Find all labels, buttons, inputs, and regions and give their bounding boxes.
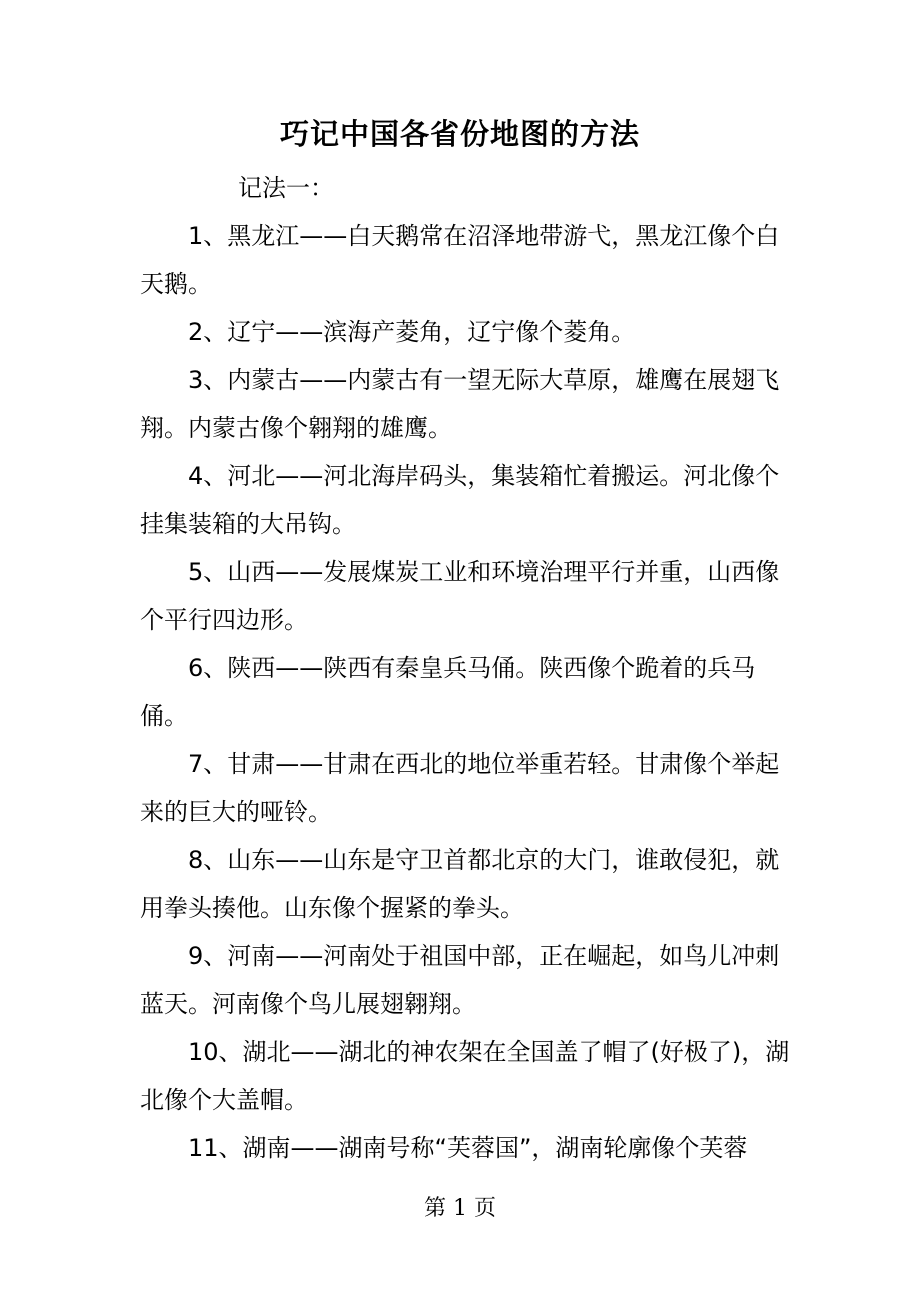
content-list [140, 212, 790, 1172]
page-title: 巧记中国各省份地图的方法 [279, 117, 640, 151]
list-item: 11、湖南——湖南号称“芙蓉国”，湖南轮廓像个芙蓉 [188, 1134, 748, 1162]
list-item: 2、辽宁——滨海产菱角，辽宁像个菱角。 [188, 318, 636, 346]
list-item: 9、河南——河南处于祖国中部，正在崛起，如鸟儿冲刺蓝天。河南像个鸟儿展翅翱翔。 [140, 942, 780, 1018]
page-number: 第 1 页 [424, 1196, 496, 1221]
list-item: 4、河北——河北海岸码头，集装箱忙着搬运。河北像个挂集装箱的大吊钩。 [140, 462, 780, 538]
list-item: 1、黑龙江——白天鹅常在沼泽地带游弋，黑龙江像个白天鹅。 [140, 222, 780, 298]
list-item: 5、山西——发展煤炭工业和环境治理平行并重，山西像个平行四边形。 [140, 558, 780, 634]
list-item: 8、山东——山东是守卫首都北京的大门，谁敢侵犯，就用拳头揍他。山东像个握紧的拳头。 [140, 846, 780, 922]
list-item: 6、陕西——陕西有秦皇兵马俑。陕西像个跪着的兵马俑。 [140, 654, 756, 730]
list-item: 3、内蒙古——内蒙古有一望无际大草原，雄鹰在展翅飞翔。内蒙古像个翱翔的雄鹰。 [140, 366, 780, 442]
section-heading: 记法一： [238, 174, 334, 202]
list-item: 10、湖北——湖北的神农架在全国盖了帽了(好极了)，湖北像个大盖帽。 [140, 1038, 790, 1114]
list-item: 7、甘肃——甘肃在西北的地位举重若轻。甘肃像个举起来的巨大的哑铃。 [140, 750, 780, 826]
